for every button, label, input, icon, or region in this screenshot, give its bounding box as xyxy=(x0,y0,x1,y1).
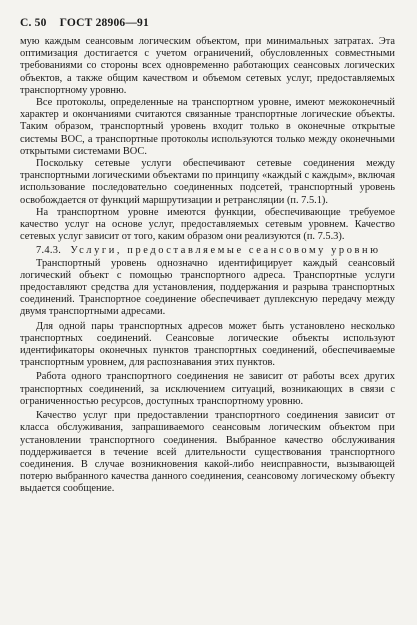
paragraph: На транспортном уровне имеются функции, обеспечивающие требуемое качество услуг на основе услуг, предоставляемых сетевым уровнем. Качество сетевых услуг зависит от того, каким образом они реализуются (п. 7.5.3). xyxy=(20,206,395,243)
paragraph: Работа одного транспортного соединения не зависит от работы всех других транспортных соединений, за исключением ситуаций, возникающих в связи с ограниченностью ресурсов, доступных транспортному уровню. xyxy=(20,371,395,407)
paragraph: мую каждым сеансовым логическим объектом, при минимальных затратах. Эта оптимизация достигается с учетом ограничений, обусловленных совместными требованиями со стороны всех одновременно работающих сеансовых логических объектов, а также общим качеством и объемом сетевых услуг, предоставляемых транспортному уровню. xyxy=(20,36,395,96)
section-heading xyxy=(20,245,395,257)
paragraph: Транспортный уровень однозначно идентифицирует каждый сеансовый логический объект с помощью транспортного адреса. Транспортные услуги предоставляют средства для установления, поддержания и разрыва транспортных соединений. Транспортное соединение обеспечивает дуплексную передачу между двумя транспортными адресами. xyxy=(20,257,395,318)
section-title: Услуги, предоставляемые сеансовому уровню xyxy=(70,245,381,257)
document-body xyxy=(20,36,395,496)
paragraph: Все протоколы, определенные на транспортном уровне, имеют межоконечный характер и окончаниями считаются связанные транспортные логические объекты. Таким образом, транспортный уровень входит только в оконечные открытые системы ВОС, а транспортные протоколы используются только между оконечными открытыми системами ВОС. xyxy=(20,97,395,157)
page-header xyxy=(20,16,395,30)
paragraph: Для одной пары транспортных адресов может быть установлено несколько транспортных соединений. Сеансовые логические объекты используют идентификаторы оконечных пунктов транспортных соединений, обеспечиваемые транспортным уровнем, для распознавания этих пунктов. xyxy=(20,320,395,369)
paragraph: Качество услуг при предоставлении транспортного соединения зависит от класса обслуживания, запрашиваемого сеансовым логическим объектом при установлении транспортного соединения. Выбранное качество обслуживания поддерживается в течение всей длительности существования транспортного соединения. В случае возникновения какой-либо неисправности, вызывающей потерю выбранного качества данного соединения, сеансовому логическому объекту выдается сообщение. xyxy=(20,410,395,495)
page-number: С. 50 xyxy=(20,17,47,29)
paragraph: Поскольку сетевые услуги обеспечивают сетевые соединения между транспортными логическими объектами по принципу «каждый с каждым», включая использование последовательно соединенных подсетей, транспортный уровень освобождается от функций маршрутизации и ретрансляции (п. 7.5.1). xyxy=(20,158,395,206)
section-number: 7.4.3. xyxy=(36,245,62,257)
standard-code: ГОСТ 28906—91 xyxy=(59,17,149,29)
